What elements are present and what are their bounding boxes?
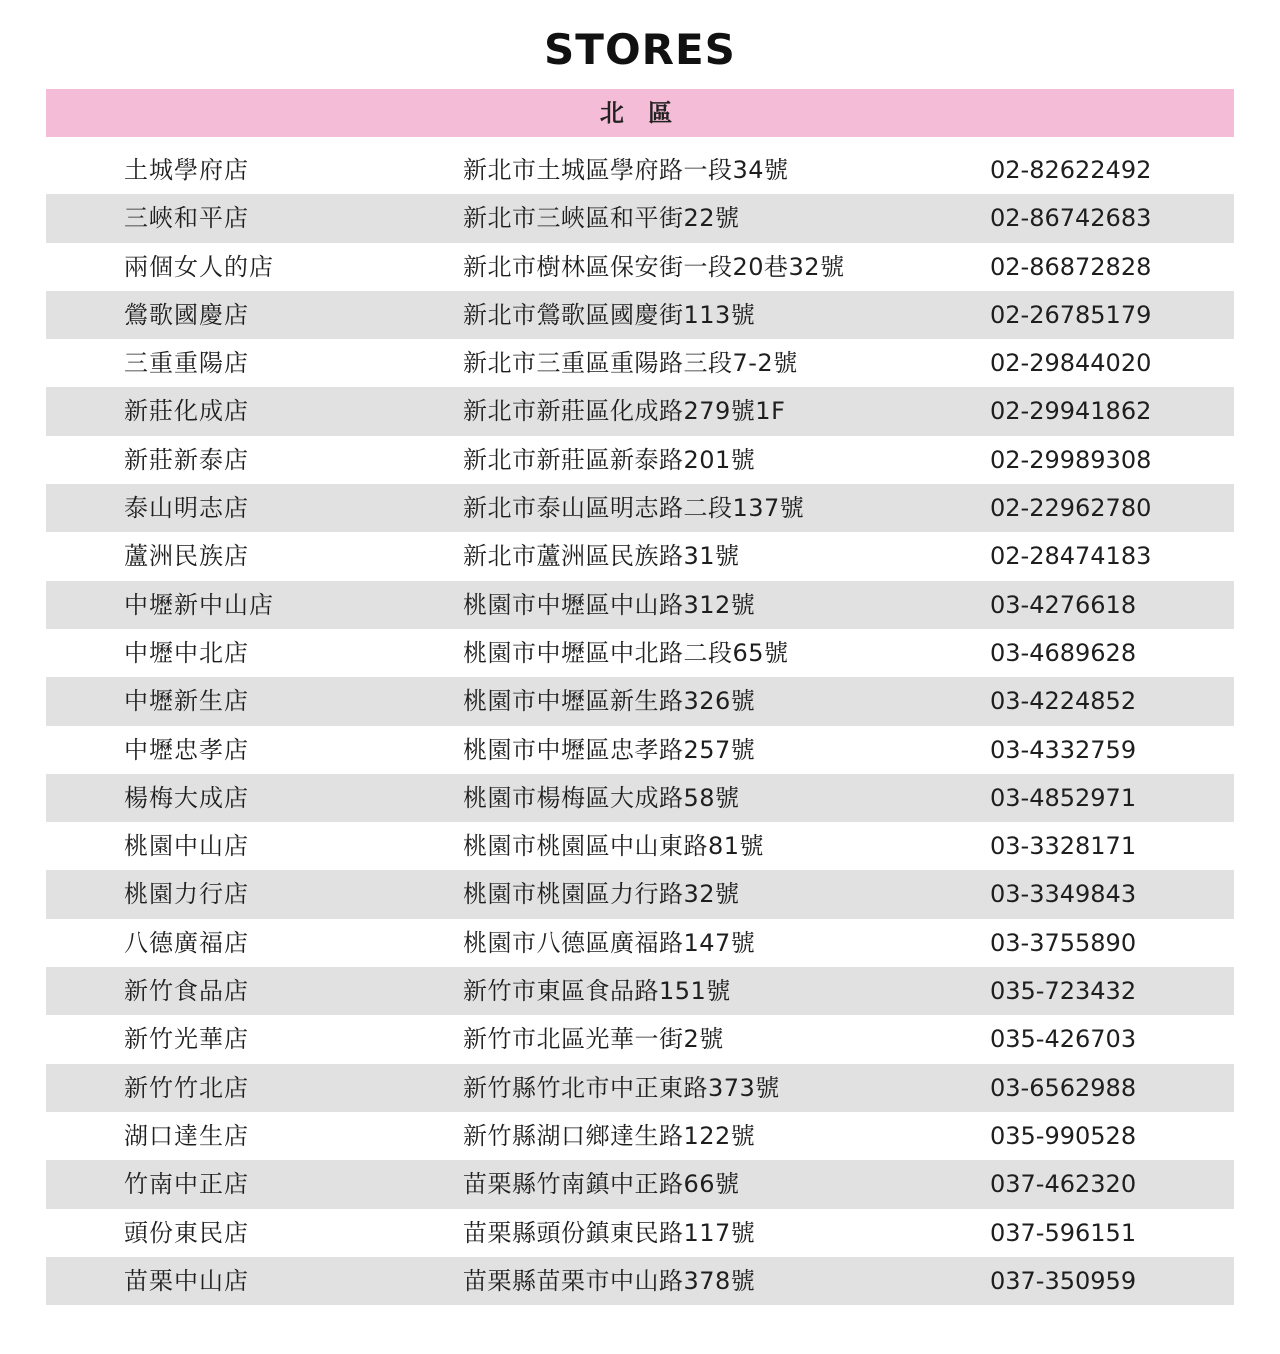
store-row <box>46 581 1234 629</box>
store-address: 苗栗縣頭份鎮東民路117號 <box>463 1218 756 1247</box>
store-address: 新北市泰山區明志路二段137號 <box>463 494 805 523</box>
store-name: 新竹食品店 <box>124 977 249 1006</box>
store-row <box>46 967 1234 1015</box>
store-name: 新莊新泰店 <box>124 445 249 474</box>
store-address: 新北市三重區重陽路三段7-2號 <box>463 349 798 378</box>
store-name: 頭份東民店 <box>124 1218 249 1247</box>
store-address: 桃園市中壢區中山路312號 <box>463 590 756 619</box>
store-name: 泰山明志店 <box>124 494 249 523</box>
store-address: 桃園市中壢區中北路二段65號 <box>463 638 789 667</box>
store-row <box>46 532 1234 580</box>
store-row <box>46 1209 1234 1257</box>
store-phone: 02-86742683 <box>990 204 1152 233</box>
store-address: 苗栗縣竹南鎮中正路66號 <box>463 1170 740 1199</box>
store-phone: 03-3755890 <box>990 928 1137 957</box>
store-row <box>46 1257 1234 1305</box>
store-row <box>46 1064 1234 1112</box>
store-row <box>46 484 1234 532</box>
store-phone: 02-82622492 <box>990 156 1152 184</box>
store-address: 新北市新莊區化成路279號1F <box>463 397 786 426</box>
store-name: 新莊化成店 <box>124 397 249 426</box>
store-name: 中壢新中山店 <box>124 590 274 619</box>
store-phone: 03-3349843 <box>990 880 1137 909</box>
store-name: 楊梅大成店 <box>124 783 249 812</box>
store-address: 桃園市楊梅區大成路58號 <box>463 783 740 812</box>
store-name: 中壢中北店 <box>124 638 249 667</box>
store-name: 新竹光華店 <box>124 1025 249 1054</box>
store-row <box>46 822 1234 870</box>
store-name: 鶯歌國慶店 <box>124 300 249 329</box>
store-row <box>46 387 1234 435</box>
store-row <box>46 291 1234 339</box>
store-address: 苗栗縣苗栗市中山路378號 <box>463 1266 756 1295</box>
store-row <box>46 726 1234 774</box>
store-address: 新北市新莊區新泰路201號 <box>463 445 756 474</box>
store-phone: 02-29989308 <box>990 445 1152 474</box>
store-address: 新北市土城區學府路一段34號 <box>463 156 789 184</box>
store-row <box>46 194 1234 242</box>
store-phone: 02-28474183 <box>990 542 1152 571</box>
store-name: 三峽和平店 <box>124 204 249 233</box>
store-name: 苗栗中山店 <box>124 1266 249 1295</box>
store-phone: 037-596151 <box>990 1218 1137 1247</box>
store-phone: 02-29844020 <box>990 349 1152 378</box>
store-phone: 03-4332759 <box>990 735 1137 764</box>
store-name: 三重重陽店 <box>124 349 249 378</box>
store-phone: 037-462320 <box>990 1170 1137 1199</box>
store-phone: 03-4276618 <box>990 590 1137 619</box>
store-phone: 03-3328171 <box>990 832 1137 861</box>
store-row <box>46 629 1234 677</box>
store-address: 桃園市中壢區新生路326號 <box>463 687 756 716</box>
store-phone: 03-6562988 <box>990 1073 1137 1102</box>
store-name: 新竹竹北店 <box>124 1073 249 1102</box>
store-name: 中壢新生店 <box>124 687 249 716</box>
store-phone: 02-22962780 <box>990 494 1152 523</box>
store-address: 新北市樹林區保安街一段20巷32號 <box>463 252 845 281</box>
region-header: 北 區 <box>46 89 1234 137</box>
store-row <box>46 1015 1234 1063</box>
store-phone: 02-29941862 <box>990 397 1152 426</box>
store-name: 桃園力行店 <box>124 880 249 909</box>
store-address: 桃園市八德區廣福路147號 <box>463 928 756 957</box>
store-table <box>46 146 1234 1305</box>
store-phone: 035-990528 <box>990 1121 1137 1150</box>
store-name: 中壢忠孝店 <box>124 735 249 764</box>
store-row <box>46 870 1234 918</box>
page-title: STORES <box>544 25 736 74</box>
store-row <box>46 243 1234 291</box>
store-name: 桃園中山店 <box>124 832 249 861</box>
store-address: 新竹市東區食品路151號 <box>463 977 731 1006</box>
store-phone: 03-4689628 <box>990 638 1137 667</box>
store-row <box>46 677 1234 725</box>
store-name: 蘆洲民族店 <box>124 542 249 571</box>
store-address: 新竹市北區光華一街2號 <box>463 1025 724 1054</box>
store-address: 桃園市桃園區力行路32號 <box>463 880 740 909</box>
store-name: 竹南中正店 <box>124 1170 249 1199</box>
store-address: 桃園市中壢區忠孝路257號 <box>463 735 756 764</box>
store-row <box>46 146 1234 194</box>
store-phone: 03-4852971 <box>990 783 1137 812</box>
store-phone: 02-86872828 <box>990 252 1152 281</box>
store-row <box>46 339 1234 387</box>
store-address: 新北市鶯歌區國慶街113號 <box>463 300 756 329</box>
store-phone: 035-723432 <box>990 977 1137 1006</box>
store-name: 兩個女人的店 <box>124 252 274 281</box>
store-row <box>46 774 1234 822</box>
store-row <box>46 1160 1234 1208</box>
store-address: 新竹縣湖口鄉達生路122號 <box>463 1121 756 1150</box>
store-name: 土城學府店 <box>124 156 249 184</box>
store-phone: 035-426703 <box>990 1025 1137 1054</box>
store-address: 新竹縣竹北市中正東路373號 <box>463 1073 780 1102</box>
store-row <box>46 436 1234 484</box>
store-phone: 037-350959 <box>990 1266 1137 1295</box>
store-address: 新北市三峽區和平街22號 <box>463 204 740 233</box>
store-row <box>46 1112 1234 1160</box>
store-phone: 03-4224852 <box>990 687 1137 716</box>
store-name: 湖口達生店 <box>124 1121 249 1150</box>
store-address: 新北市蘆洲區民族路31號 <box>463 542 740 571</box>
store-row <box>46 919 1234 967</box>
store-name: 八德廣福店 <box>124 928 249 957</box>
store-address: 桃園市桃園區中山東路81號 <box>463 832 765 861</box>
store-phone: 02-26785179 <box>990 300 1152 329</box>
